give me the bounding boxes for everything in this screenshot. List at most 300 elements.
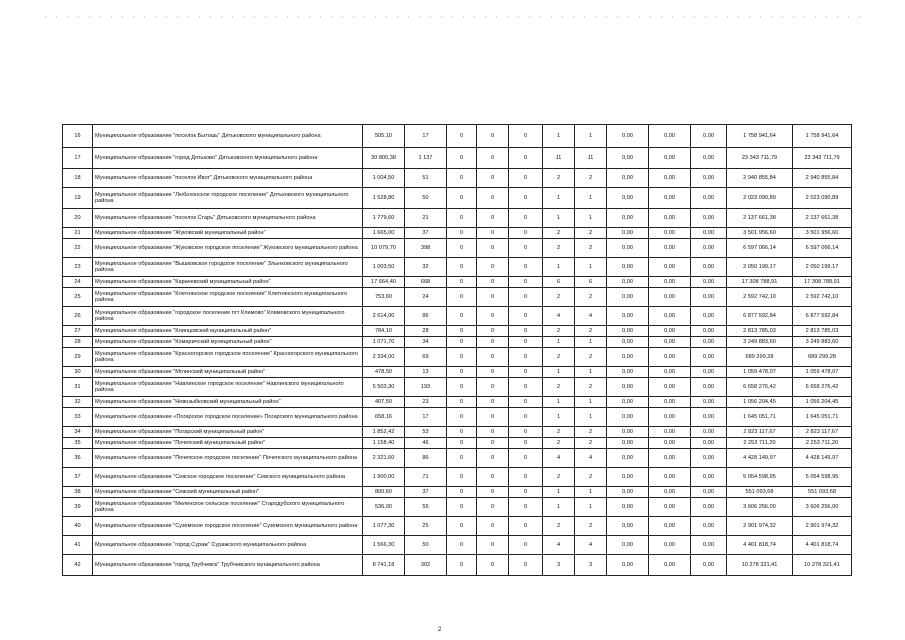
count-cell: 1 — [575, 125, 607, 148]
area-cell: 658,16 — [363, 408, 405, 427]
total-cell: 17 308 788,91 — [793, 277, 852, 288]
amount-cell: 0,00 — [691, 378, 727, 397]
name-cell: Муниципальное образование "поселок Старь" Дятьковского муниципального района — [93, 209, 363, 228]
count-cell: 2 — [575, 288, 607, 307]
table-row — [63, 125, 852, 148]
count-cell: 6 — [575, 277, 607, 288]
count-cell: 1 — [543, 209, 575, 228]
total-cell: 689 299,28 — [727, 348, 793, 367]
num-cell: 27 — [63, 326, 93, 337]
persons-cell: 25 — [405, 517, 447, 536]
count-cell: 0 — [509, 326, 543, 337]
total-cell: 10 278 321,41 — [727, 555, 793, 576]
count-cell: 0 — [447, 348, 477, 367]
total-cell: 2 253 711,20 — [727, 438, 793, 449]
total-cell: 3 501 956,60 — [793, 228, 852, 239]
count-cell: 0 — [477, 228, 509, 239]
count-cell: 1 — [543, 408, 575, 427]
area-cell: 753,60 — [363, 288, 405, 307]
persons-cell: 50 — [405, 188, 447, 209]
count-cell: 1 — [543, 337, 575, 348]
count-cell: 2 — [543, 169, 575, 188]
count-cell: 2 — [575, 378, 607, 397]
count-cell: 0 — [509, 148, 543, 169]
amount-cell: 0,00 — [691, 288, 727, 307]
count-cell: 1 — [575, 188, 607, 209]
count-cell: 2 — [575, 228, 607, 239]
count-cell: 2 — [575, 468, 607, 487]
amount-cell: 0,00 — [607, 277, 649, 288]
amount-cell: 0,00 — [691, 125, 727, 148]
total-cell: 2 050 199,17 — [793, 258, 852, 277]
count-cell: 0 — [477, 188, 509, 209]
registry-table — [62, 124, 852, 576]
name-cell: Муниципальное образование "Почепский муниципальный район" — [93, 438, 363, 449]
area-cell: 1 077,30 — [363, 517, 405, 536]
area-cell: 784,10 — [363, 326, 405, 337]
count-cell: 0 — [509, 536, 543, 555]
count-cell: 0 — [509, 277, 543, 288]
count-cell: 0 — [509, 468, 543, 487]
num-cell: 34 — [63, 427, 93, 438]
amount-cell: 0,00 — [649, 169, 691, 188]
count-cell: 4 — [575, 536, 607, 555]
count-cell: 0 — [447, 487, 477, 498]
count-cell: 0 — [509, 397, 543, 408]
amount-cell: 0,00 — [649, 188, 691, 209]
count-cell: 0 — [509, 169, 543, 188]
count-cell: 0 — [447, 307, 477, 326]
count-cell: 3 — [543, 555, 575, 576]
count-cell: 1 — [575, 498, 607, 517]
amount-cell: 0,00 — [607, 239, 649, 258]
count-cell: 0 — [447, 326, 477, 337]
count-cell: 2 — [543, 378, 575, 397]
count-cell: 0 — [477, 397, 509, 408]
total-cell: 6 877 592,84 — [793, 307, 852, 326]
area-cell: 1 003,50 — [363, 258, 405, 277]
table-row — [63, 378, 852, 397]
total-cell: 551 093,68 — [793, 487, 852, 498]
persons-cell: 69 — [405, 348, 447, 367]
total-cell: 4 401 818,74 — [793, 536, 852, 555]
amount-cell: 0,00 — [649, 408, 691, 427]
count-cell: 2 — [543, 228, 575, 239]
name-cell: Муниципальное образование "Комаричский муниципальный район" — [93, 337, 363, 348]
total-cell: 689 299,28 — [793, 348, 852, 367]
persons-cell: 32 — [405, 258, 447, 277]
total-cell: 17 308 788,91 — [727, 277, 793, 288]
amount-cell: 0,00 — [649, 258, 691, 277]
amount-cell: 0,00 — [607, 427, 649, 438]
total-cell: 5 054 598,95 — [793, 468, 852, 487]
count-cell: 0 — [477, 555, 509, 576]
table-row — [63, 337, 852, 348]
count-cell: 4 — [543, 449, 575, 468]
amount-cell: 0,00 — [691, 468, 727, 487]
name-cell: Муниципальное образование "город Трубчевск" Трубчевского муниципального района — [93, 555, 363, 576]
total-cell: 4 428 149,97 — [793, 449, 852, 468]
amount-cell: 0,00 — [649, 438, 691, 449]
count-cell: 0 — [509, 337, 543, 348]
amount-cell: 0,00 — [607, 348, 649, 367]
count-cell: 0 — [509, 498, 543, 517]
total-cell: 1 059 478,07 — [793, 367, 852, 378]
amount-cell: 0,00 — [607, 438, 649, 449]
count-cell: 0 — [509, 517, 543, 536]
table-row — [63, 536, 852, 555]
table-row — [63, 367, 852, 378]
num-cell: 25 — [63, 288, 93, 307]
area-cell: 8 741,18 — [363, 555, 405, 576]
name-cell: Муниципальное образование «Погарское городское поселение» Погарского муниципального района — [93, 408, 363, 427]
count-cell: 2 — [575, 239, 607, 258]
count-cell: 1 — [575, 337, 607, 348]
num-cell: 35 — [63, 438, 93, 449]
table-row — [63, 288, 852, 307]
total-cell: 2 813 785,03 — [793, 326, 852, 337]
amount-cell: 0,00 — [607, 408, 649, 427]
table-row — [63, 148, 852, 169]
count-cell: 0 — [477, 258, 509, 277]
count-cell: 0 — [477, 427, 509, 438]
count-cell: 0 — [509, 427, 543, 438]
total-cell: 2 823 117,67 — [793, 427, 852, 438]
area-cell: 1 779,60 — [363, 209, 405, 228]
total-cell: 3 606 256,00 — [727, 498, 793, 517]
count-cell: 0 — [477, 169, 509, 188]
name-cell: Муниципальное образование "Красногорское городское поселение" Красногорского муниципального района — [93, 348, 363, 367]
name-cell: Муниципальное образование "город Дятьково" Дятьковского муниципального района — [93, 148, 363, 169]
total-cell: 2 901 974,32 — [727, 517, 793, 536]
persons-cell: 24 — [405, 288, 447, 307]
amount-cell: 0,00 — [607, 228, 649, 239]
total-cell: 2 940 855,84 — [727, 169, 793, 188]
total-cell: 3 249 883,60 — [727, 337, 793, 348]
amount-cell: 0,00 — [691, 307, 727, 326]
total-cell: 1 059 478,07 — [727, 367, 793, 378]
amount-cell: 0,00 — [691, 228, 727, 239]
amount-cell: 0,00 — [607, 148, 649, 169]
total-cell: 1 645 051,71 — [793, 408, 852, 427]
area-cell: 1 665,00 — [363, 228, 405, 239]
amount-cell: 0,00 — [691, 277, 727, 288]
total-cell: 6 658 276,42 — [727, 378, 793, 397]
amount-cell: 0,00 — [607, 288, 649, 307]
name-cell: Муниципальное образование "Почепское городское поселение" Почепского муниципального района — [93, 449, 363, 468]
area-cell: 2 321,60 — [363, 449, 405, 468]
name-cell: Муниципальное образование "Жуковский муниципальный район" — [93, 228, 363, 239]
persons-cell: 21 — [405, 209, 447, 228]
count-cell: 0 — [477, 307, 509, 326]
name-cell: Муниципальное образование "Севский муниципальный район" — [93, 487, 363, 498]
count-cell: 0 — [447, 148, 477, 169]
table-row — [63, 348, 852, 367]
count-cell: 0 — [447, 228, 477, 239]
count-cell: 11 — [543, 148, 575, 169]
count-cell: 11 — [575, 148, 607, 169]
total-cell: 4 428 149,97 — [727, 449, 793, 468]
total-cell: 6 877 592,84 — [727, 307, 793, 326]
count-cell: 0 — [447, 367, 477, 378]
persons-cell: 302 — [405, 555, 447, 576]
count-cell: 0 — [447, 277, 477, 288]
amount-cell: 0,00 — [649, 209, 691, 228]
table-row — [63, 228, 852, 239]
count-cell: 0 — [477, 438, 509, 449]
name-cell: Муниципальное образование "Суземское городское поселение" Суземского муниципального района — [93, 517, 363, 536]
area-cell: 1 528,80 — [363, 188, 405, 209]
count-cell: 0 — [477, 277, 509, 288]
count-cell: 1 — [543, 397, 575, 408]
count-cell: 1 — [543, 188, 575, 209]
total-cell: 6 658 276,42 — [793, 378, 852, 397]
table-row — [63, 427, 852, 438]
num-cell: 32 — [63, 397, 93, 408]
count-cell: 1 — [543, 367, 575, 378]
amount-cell: 0,00 — [691, 427, 727, 438]
name-cell: Муниципальное образование "Навлинское городское поселение" Навлинского муниципального района — [93, 378, 363, 397]
count-cell: 0 — [447, 239, 477, 258]
amount-cell: 0,00 — [649, 536, 691, 555]
num-cell: 26 — [63, 307, 93, 326]
name-cell: Муниципальное образование "Клетнянское городское поселение" Клетнянского муниципального района — [93, 288, 363, 307]
name-cell: Муниципальное образование "Любохонское городское поселение" Дятьковского муниципального района — [93, 188, 363, 209]
count-cell: 2 — [575, 169, 607, 188]
scan-noise — [40, 14, 860, 20]
amount-cell: 0,00 — [649, 487, 691, 498]
count-cell: 4 — [575, 449, 607, 468]
count-cell: 0 — [447, 378, 477, 397]
name-cell: Муниципальное образование "Вышковское городское поселение" Злынковского муниципального района — [93, 258, 363, 277]
count-cell: 0 — [447, 555, 477, 576]
num-cell: 17 — [63, 148, 93, 169]
count-cell: 2 — [543, 326, 575, 337]
amount-cell: 0,00 — [691, 449, 727, 468]
area-cell: 17 664,40 — [363, 277, 405, 288]
table-row — [63, 438, 852, 449]
count-cell: 0 — [509, 307, 543, 326]
page-number: 2 — [438, 627, 442, 633]
count-cell: 0 — [447, 536, 477, 555]
total-cell: 551 093,68 — [727, 487, 793, 498]
persons-cell: 53 — [405, 427, 447, 438]
count-cell: 0 — [447, 209, 477, 228]
count-cell: 0 — [447, 169, 477, 188]
name-cell: Муниципальное образование "Новозыбковский муниципальный район" — [93, 397, 363, 408]
amount-cell: 0,00 — [691, 408, 727, 427]
count-cell: 0 — [447, 468, 477, 487]
name-cell: Муниципальное образование "поселок Бытошь" Дятьковского муниципального района — [93, 125, 363, 148]
count-cell: 1 — [575, 408, 607, 427]
amount-cell: 0,00 — [649, 427, 691, 438]
num-cell: 16 — [63, 125, 93, 148]
total-cell: 2 592 742,10 — [727, 288, 793, 307]
persons-cell: 50 — [405, 536, 447, 555]
persons-cell: 86 — [405, 449, 447, 468]
table-row — [63, 517, 852, 536]
table-row — [63, 397, 852, 408]
count-cell: 0 — [509, 438, 543, 449]
area-cell: 800,60 — [363, 487, 405, 498]
area-cell: 10 079,70 — [363, 239, 405, 258]
count-cell: 3 — [575, 555, 607, 576]
name-cell: Муниципальное образование "Клинцовский муниципальный район" — [93, 326, 363, 337]
table-row — [63, 307, 852, 326]
amount-cell: 0,00 — [607, 468, 649, 487]
amount-cell: 0,00 — [691, 348, 727, 367]
total-cell: 6 597 066,14 — [727, 239, 793, 258]
count-cell: 4 — [543, 307, 575, 326]
count-cell: 0 — [509, 125, 543, 148]
table-row — [63, 326, 852, 337]
count-cell: 0 — [509, 258, 543, 277]
amount-cell: 0,00 — [649, 148, 691, 169]
persons-cell: 13 — [405, 367, 447, 378]
persons-cell: 398 — [405, 239, 447, 258]
count-cell: 0 — [509, 487, 543, 498]
area-cell: 2 334,00 — [363, 348, 405, 367]
count-cell: 2 — [543, 517, 575, 536]
num-cell: 21 — [63, 228, 93, 239]
count-cell: 2 — [543, 348, 575, 367]
persons-cell: 55 — [405, 498, 447, 517]
count-cell: 1 — [543, 125, 575, 148]
count-cell: 0 — [477, 378, 509, 397]
total-cell: 2 137 661,38 — [727, 209, 793, 228]
name-cell: Муниципальное образование "Карачевский муниципальный район" — [93, 277, 363, 288]
count-cell: 0 — [477, 348, 509, 367]
num-cell: 38 — [63, 487, 93, 498]
count-cell: 0 — [477, 517, 509, 536]
count-cell: 0 — [447, 125, 477, 148]
amount-cell: 0,00 — [607, 326, 649, 337]
num-cell: 36 — [63, 449, 93, 468]
count-cell: 0 — [509, 555, 543, 576]
area-cell: 1 158,40 — [363, 438, 405, 449]
num-cell: 20 — [63, 209, 93, 228]
amount-cell: 0,00 — [691, 337, 727, 348]
table-row — [63, 169, 852, 188]
num-cell: 40 — [63, 517, 93, 536]
count-cell: 2 — [543, 288, 575, 307]
table-row — [63, 498, 852, 517]
total-cell: 6 597 066,14 — [793, 239, 852, 258]
table-row — [63, 239, 852, 258]
amount-cell: 0,00 — [607, 498, 649, 517]
total-cell: 2 253 711,20 — [793, 438, 852, 449]
count-cell: 2 — [543, 438, 575, 449]
count-cell: 0 — [509, 209, 543, 228]
count-cell: 0 — [509, 228, 543, 239]
area-cell: 1 071,70 — [363, 337, 405, 348]
amount-cell: 0,00 — [607, 367, 649, 378]
count-cell: 0 — [447, 188, 477, 209]
persons-cell: 668 — [405, 277, 447, 288]
num-cell: 28 — [63, 337, 93, 348]
count-cell: 0 — [447, 438, 477, 449]
amount-cell: 0,00 — [649, 397, 691, 408]
amount-cell: 0,00 — [649, 239, 691, 258]
amount-cell: 0,00 — [691, 555, 727, 576]
count-cell: 0 — [509, 288, 543, 307]
count-cell: 0 — [447, 397, 477, 408]
count-cell: 0 — [447, 258, 477, 277]
count-cell: 0 — [447, 427, 477, 438]
num-cell: 23 — [63, 258, 93, 277]
total-cell: 3 249 883,60 — [793, 337, 852, 348]
count-cell: 0 — [509, 449, 543, 468]
count-cell: 6 — [543, 277, 575, 288]
amount-cell: 0,00 — [691, 367, 727, 378]
persons-cell: 37 — [405, 487, 447, 498]
num-cell: 22 — [63, 239, 93, 258]
count-cell: 2 — [543, 427, 575, 438]
num-cell: 31 — [63, 378, 93, 397]
amount-cell: 0,00 — [607, 449, 649, 468]
amount-cell: 0,00 — [691, 148, 727, 169]
num-cell: 19 — [63, 188, 93, 209]
total-cell: 23 343 711,79 — [727, 148, 793, 169]
count-cell: 1 — [543, 487, 575, 498]
amount-cell: 0,00 — [649, 555, 691, 576]
count-cell: 0 — [447, 337, 477, 348]
amount-cell: 0,00 — [691, 517, 727, 536]
amount-cell: 0,00 — [691, 258, 727, 277]
count-cell: 0 — [509, 348, 543, 367]
count-cell: 0 — [477, 337, 509, 348]
total-cell: 3 501 956,60 — [727, 228, 793, 239]
name-cell: Муниципальное образование "Мглинский муниципальный район" — [93, 367, 363, 378]
num-cell: 18 — [63, 169, 93, 188]
table-row — [63, 408, 852, 427]
amount-cell: 0,00 — [649, 449, 691, 468]
area-cell: 1 566,30 — [363, 536, 405, 555]
table-row — [63, 449, 852, 468]
amount-cell: 0,00 — [607, 125, 649, 148]
num-cell: 24 — [63, 277, 93, 288]
total-cell: 2 592 742,10 — [793, 288, 852, 307]
area-cell: 30 800,38 — [363, 148, 405, 169]
amount-cell: 0,00 — [649, 288, 691, 307]
count-cell: 1 — [575, 367, 607, 378]
count-cell: 0 — [447, 449, 477, 468]
amount-cell: 0,00 — [691, 239, 727, 258]
count-cell: 0 — [509, 378, 543, 397]
count-cell: 0 — [477, 367, 509, 378]
count-cell: 0 — [447, 498, 477, 517]
count-cell: 0 — [509, 239, 543, 258]
table-row — [63, 277, 852, 288]
count-cell: 0 — [447, 288, 477, 307]
count-cell: 0 — [477, 487, 509, 498]
amount-cell: 0,00 — [607, 397, 649, 408]
total-cell: 23 343 711,79 — [793, 148, 852, 169]
area-cell: 478,50 — [363, 367, 405, 378]
count-cell: 4 — [575, 307, 607, 326]
amount-cell: 0,00 — [649, 277, 691, 288]
area-cell: 1 900,00 — [363, 468, 405, 487]
amount-cell: 0,00 — [649, 367, 691, 378]
persons-cell: 17 — [405, 408, 447, 427]
num-cell: 41 — [63, 536, 93, 555]
name-cell: Муниципальное образование "поселок Ивот" Дятьковского муниципального района — [93, 169, 363, 188]
count-cell: 0 — [477, 209, 509, 228]
count-cell: 0 — [477, 288, 509, 307]
count-cell: 1 — [575, 487, 607, 498]
total-cell: 2 023 090,89 — [727, 188, 793, 209]
total-cell: 2 901 974,32 — [793, 517, 852, 536]
